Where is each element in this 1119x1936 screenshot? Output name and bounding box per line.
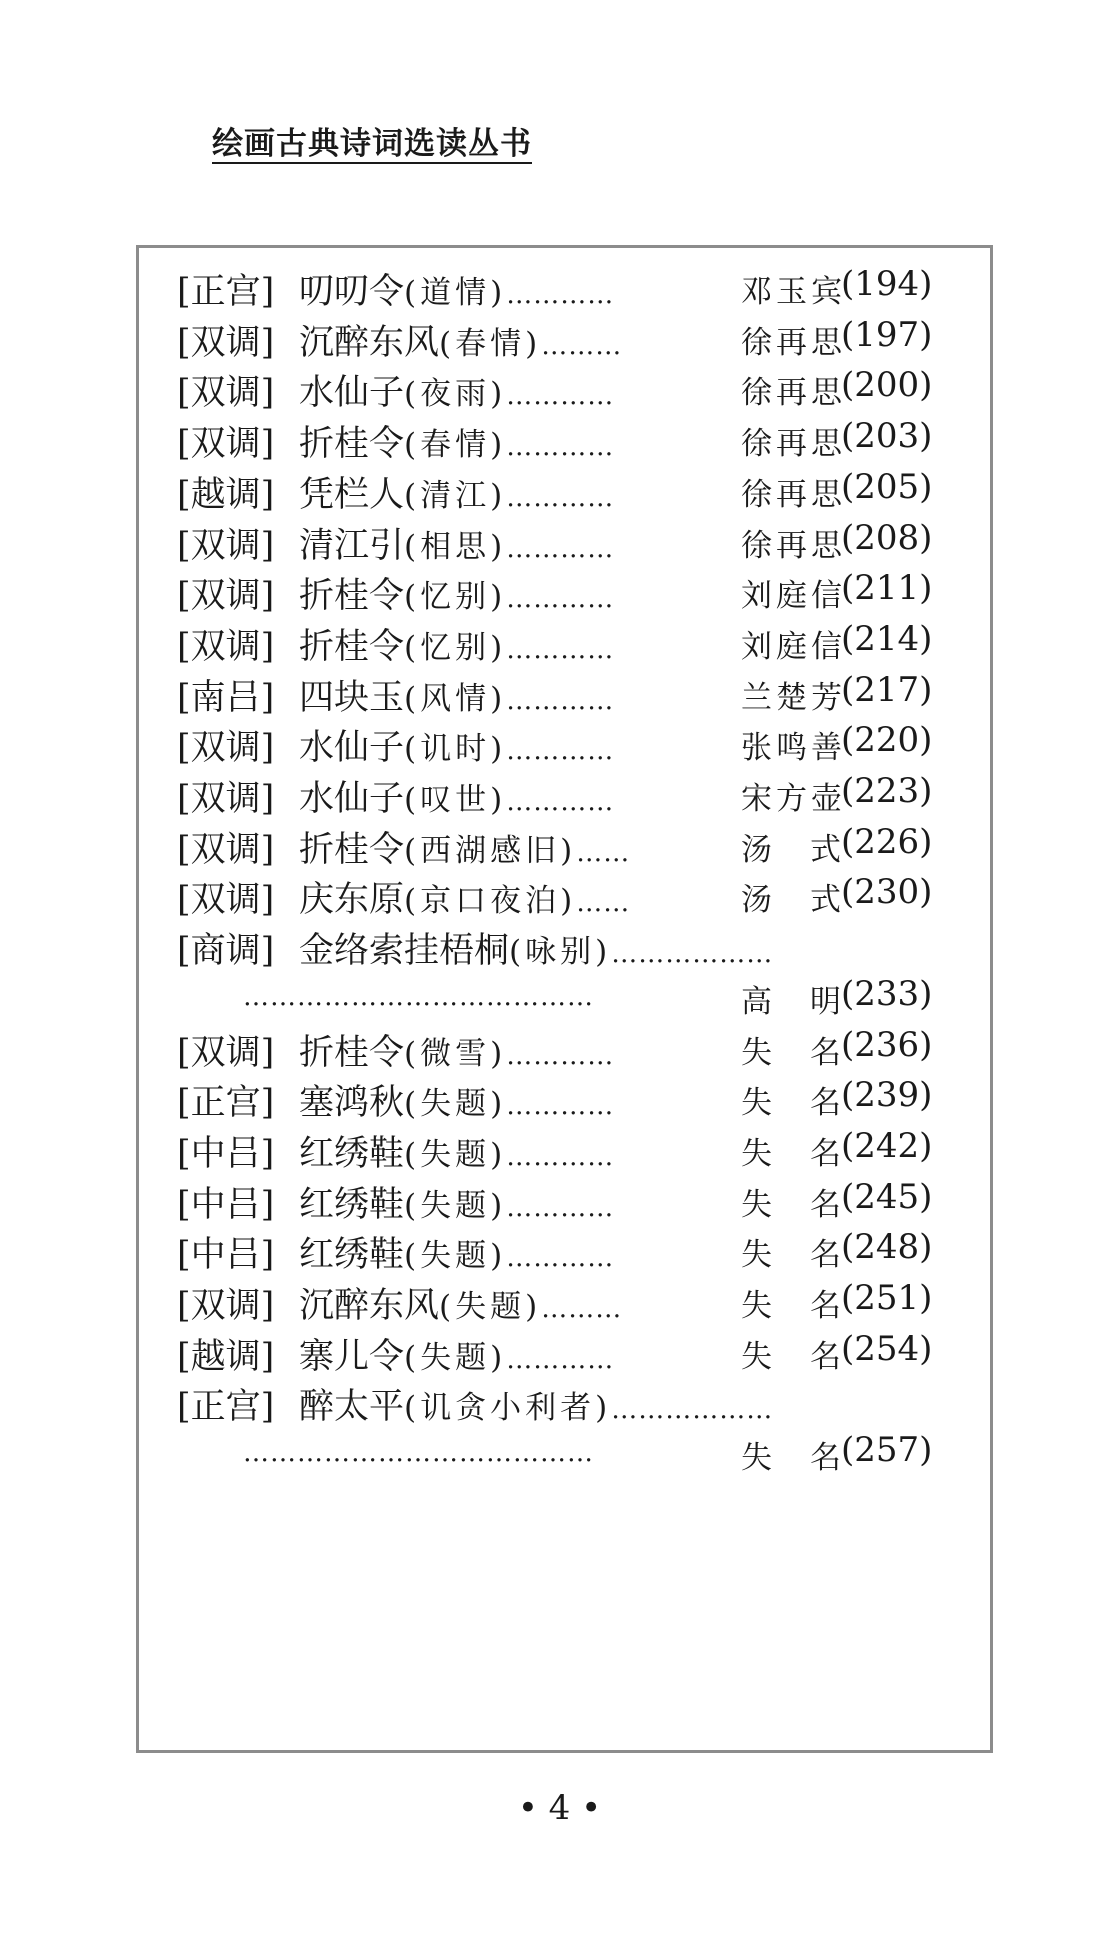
entry-mode: [正宫] — [177, 1387, 275, 1428]
entry-author: 高明 — [741, 983, 841, 1020]
entry-subtitle: (失题) — [404, 1339, 507, 1376]
entry-subtitle: (失题) — [404, 1187, 507, 1224]
entry-author: 邓玉宾 — [741, 274, 846, 310]
entry-page-number: (203) — [841, 416, 933, 457]
toc-entry — [139, 264, 990, 314]
entry-tune: 凭栏人 — [299, 474, 405, 515]
entry-tune: 红绣鞋 — [299, 1184, 405, 1225]
entry-page-number: (257) — [841, 1430, 933, 1471]
entry-page-number: (217) — [841, 669, 933, 710]
entry-title — [299, 1177, 614, 1227]
entry-author: 徐再思 — [741, 426, 846, 463]
entry-author: 刘庭信 — [741, 628, 846, 665]
entry-mode: [正宫] — [177, 272, 275, 312]
toc-entry — [139, 771, 990, 821]
entry-page-number: (194) — [841, 264, 933, 304]
entry-author: 刘庭信 — [741, 578, 846, 615]
entry-tune: 塞鸿秋 — [299, 1083, 405, 1124]
entry-tune: 寨儿令 — [299, 1336, 405, 1377]
entry-mode: [双调] — [177, 576, 275, 617]
entry-subtitle: (失题) — [439, 1289, 542, 1325]
entry-author: 失名 — [741, 1338, 841, 1375]
entry-title — [299, 518, 614, 568]
page-number: • 4 • — [517, 1788, 602, 1828]
entry-title — [299, 670, 614, 720]
entry-mode: [中吕] — [177, 1133, 275, 1174]
entry-title — [299, 720, 614, 770]
entry-page-number: (242) — [841, 1125, 933, 1166]
toc-entry — [139, 670, 990, 720]
entry-author: 失名 — [741, 1034, 841, 1071]
entry-subtitle: (咏别) — [509, 934, 612, 971]
entry-leader-dots: ………… — [506, 533, 615, 564]
entry-page-number: (233) — [841, 973, 933, 1014]
entry-subtitle: (失题) — [404, 1136, 507, 1173]
entry-mode: [双调] — [177, 880, 275, 921]
entry-tune: 红绣鞋 — [299, 1133, 405, 1174]
entry-subtitle: (失题) — [404, 1086, 507, 1123]
entry-leader-dots: ………… — [506, 1091, 615, 1122]
entry-tune: 醉太平 — [299, 1387, 405, 1428]
entry-author: 失名 — [741, 1085, 841, 1122]
entry-subtitle: (叹世) — [404, 782, 507, 818]
entry-mode: [商调] — [177, 931, 275, 972]
entry-leader-dots: …… — [576, 837, 631, 868]
entry-tune: 庆东原 — [299, 880, 405, 921]
toc-entry — [139, 1379, 990, 1429]
entry-page-number: (208) — [841, 517, 933, 558]
entry-title — [299, 1379, 773, 1429]
entry-mode: [双调] — [177, 779, 275, 819]
entry-subtitle: (忆别) — [404, 579, 507, 616]
toc-entry — [139, 923, 990, 973]
entry-tune: 折桂令 — [299, 829, 405, 870]
entry-leader-dots: ………… — [506, 280, 615, 310]
entry-page-number: (245) — [841, 1176, 933, 1217]
entry-subtitle: (西湖感旧) — [404, 832, 577, 869]
entry-page-number: (254) — [841, 1328, 933, 1369]
entry-leader-dots: ………… — [506, 432, 615, 463]
toc-entry — [139, 1075, 990, 1125]
entry-page-number: (214) — [841, 618, 933, 659]
entry-title — [299, 872, 630, 922]
entry-leader-dots: ………… — [506, 685, 615, 716]
entry-title — [299, 822, 630, 872]
entry-subtitle: (春情) — [439, 325, 542, 362]
entry-leader-dots: ………… — [506, 1141, 615, 1172]
entry-subtitle: (夜雨) — [404, 376, 507, 413]
entry-leader-dots: ………… — [506, 381, 615, 412]
entry-mode: [越调] — [177, 474, 275, 515]
entry-page-number: (251) — [841, 1278, 933, 1318]
entry-leader-dots: ……………… — [611, 1395, 774, 1426]
entry-title — [299, 1278, 622, 1328]
entry-author: 宋方壶 — [741, 781, 846, 817]
entry-title — [299, 1075, 614, 1125]
entry-tune: 沉醉东风 — [299, 1286, 440, 1326]
entry-tune: 水仙子 — [299, 728, 405, 769]
entry-tune: 叨叨令 — [299, 272, 405, 312]
entry-subtitle: (京口夜泊) — [404, 883, 577, 920]
toc-entry — [139, 467, 990, 517]
toc-entry — [139, 568, 990, 618]
entry-leader-dots: …… — [576, 888, 631, 919]
toc-entry — [139, 1177, 990, 1227]
entry-author: 汤式 — [741, 882, 841, 919]
entry-leader-dots: ………… — [506, 584, 615, 615]
toc-entry — [139, 365, 990, 415]
entry-title — [299, 1227, 614, 1277]
toc-entry — [139, 315, 990, 365]
entry-mode: [正宫] — [177, 1083, 275, 1124]
entry-mode: [双调] — [177, 373, 275, 414]
entry-mode: [双调] — [177, 525, 275, 566]
toc-entry — [139, 619, 990, 669]
entry-author: 失名 — [741, 1237, 841, 1274]
entry-author: 失名 — [741, 1440, 841, 1477]
entry-subtitle: (微雪) — [404, 1035, 507, 1072]
entry-tune: 水仙子 — [299, 373, 405, 414]
entry-leader-dots: ………… — [506, 736, 615, 767]
entry-title — [299, 467, 614, 517]
entry-leader-dots: ………… — [506, 482, 615, 513]
entry-title — [299, 1329, 614, 1379]
entry-author: 徐再思 — [741, 476, 846, 513]
entry-leader-dots: ………… — [506, 634, 615, 665]
entry-page-number: (239) — [841, 1075, 933, 1116]
toc-entry — [139, 1227, 990, 1277]
entry-tune: 水仙子 — [299, 779, 405, 819]
entry-mode: [双调] — [177, 626, 275, 667]
entry-leader-dots: ……… — [541, 330, 623, 361]
toc-entry — [139, 822, 990, 872]
toc-entry — [139, 720, 990, 770]
entry-subtitle: (春情) — [404, 427, 507, 464]
toc-entry — [139, 1126, 990, 1176]
entry-tune: 四块玉 — [299, 677, 405, 718]
entry-title — [299, 1126, 614, 1176]
entry-title — [299, 771, 614, 821]
toc-entry — [139, 1278, 990, 1328]
entry-tune: 沉醉东风 — [299, 322, 440, 363]
entry-subtitle: (忆别) — [404, 629, 507, 666]
entry-subtitle: (讥贪小利者) — [404, 1390, 612, 1427]
entry-tune: 清江引 — [299, 525, 405, 566]
entry-author: 失名 — [741, 1288, 841, 1324]
entry-title — [299, 264, 614, 314]
entry-title — [299, 619, 614, 669]
entry-page-number: (248) — [841, 1227, 933, 1268]
entry-mode: [双调] — [177, 1286, 275, 1326]
entry-leader-dots: ……… — [541, 1294, 623, 1324]
entry-title — [299, 1025, 614, 1075]
entry-page-number: (226) — [841, 821, 933, 862]
entry-author: 张鸣善 — [741, 730, 846, 767]
entry-leader-dots: ………… — [506, 787, 615, 817]
entry-tune: 金络索挂梧桐 — [299, 931, 510, 972]
entry-subtitle: (相思) — [404, 528, 507, 565]
entry-tune: 折桂令 — [299, 626, 405, 667]
entry-leader-dots: ……………… — [611, 939, 774, 970]
entry-page-number: (223) — [841, 771, 933, 811]
entry-leader-dots: ………… — [506, 1344, 615, 1375]
entry-page-number: (220) — [841, 720, 933, 761]
entry-page-number: (211) — [841, 568, 933, 609]
entry-author: 徐再思 — [741, 324, 846, 361]
entry-tune: 折桂令 — [299, 424, 405, 465]
entry-tune: 折桂令 — [299, 1032, 405, 1073]
toc-entry — [139, 872, 990, 922]
toc-entry — [139, 974, 990, 1024]
entry-tune: 红绣鞋 — [299, 1235, 405, 1276]
entry-author: 失名 — [741, 1186, 841, 1223]
entry-subtitle: (道情) — [404, 275, 507, 311]
entry-leader-dots: ………… — [506, 1192, 615, 1223]
entry-leader-dots: ………… — [506, 1040, 615, 1071]
entry-author: 汤式 — [741, 831, 841, 868]
entry-author: 失名 — [741, 1135, 841, 1172]
entry-mode: [越调] — [177, 1336, 275, 1377]
entry-author: 徐再思 — [741, 527, 846, 564]
entry-author: 徐再思 — [741, 375, 846, 412]
entry-mode: [中吕] — [177, 1184, 275, 1225]
entry-mode: [双调] — [177, 1032, 275, 1073]
entry-page-number: (197) — [841, 314, 933, 355]
entry-title — [299, 365, 614, 415]
entry-mode: [双调] — [177, 728, 275, 769]
table-of-contents — [136, 245, 993, 1753]
entry-mode: [中吕] — [177, 1235, 275, 1276]
entry-page-number: (236) — [841, 1024, 933, 1065]
entry-page-number: (200) — [841, 365, 933, 406]
entry-subtitle: (讥时) — [404, 731, 507, 768]
entry-title — [299, 315, 622, 365]
entry-mode: [双调] — [177, 424, 275, 465]
toc-entry — [139, 416, 990, 466]
toc-entry — [139, 1025, 990, 1075]
entry-mode: [南吕] — [177, 677, 275, 718]
entry-subtitle: (清江) — [404, 477, 507, 514]
entry-title — [299, 923, 773, 973]
entry-subtitle: (风情) — [404, 680, 507, 717]
entry-mode: [双调] — [177, 829, 275, 870]
entry-mode: [双调] — [177, 322, 275, 363]
entry-tune: 折桂令 — [299, 576, 405, 617]
entry-leader-dots: ………………………………… — [243, 1438, 594, 1469]
toc-entry — [139, 1329, 990, 1379]
toc-entry — [139, 1430, 990, 1480]
entry-page-number: (230) — [841, 872, 933, 913]
entry-title — [299, 568, 614, 618]
series-title: 绘画古典诗词选读丛书 — [212, 126, 532, 162]
entry-title — [299, 416, 614, 466]
entry-leader-dots: ………… — [506, 1243, 615, 1274]
entry-author: 兰楚芳 — [741, 679, 846, 716]
entry-page-number: (205) — [841, 466, 933, 507]
entry-subtitle: (失题) — [404, 1238, 507, 1275]
entry-leader-dots: ………………………………… — [243, 981, 594, 1012]
toc-entry — [139, 518, 990, 568]
